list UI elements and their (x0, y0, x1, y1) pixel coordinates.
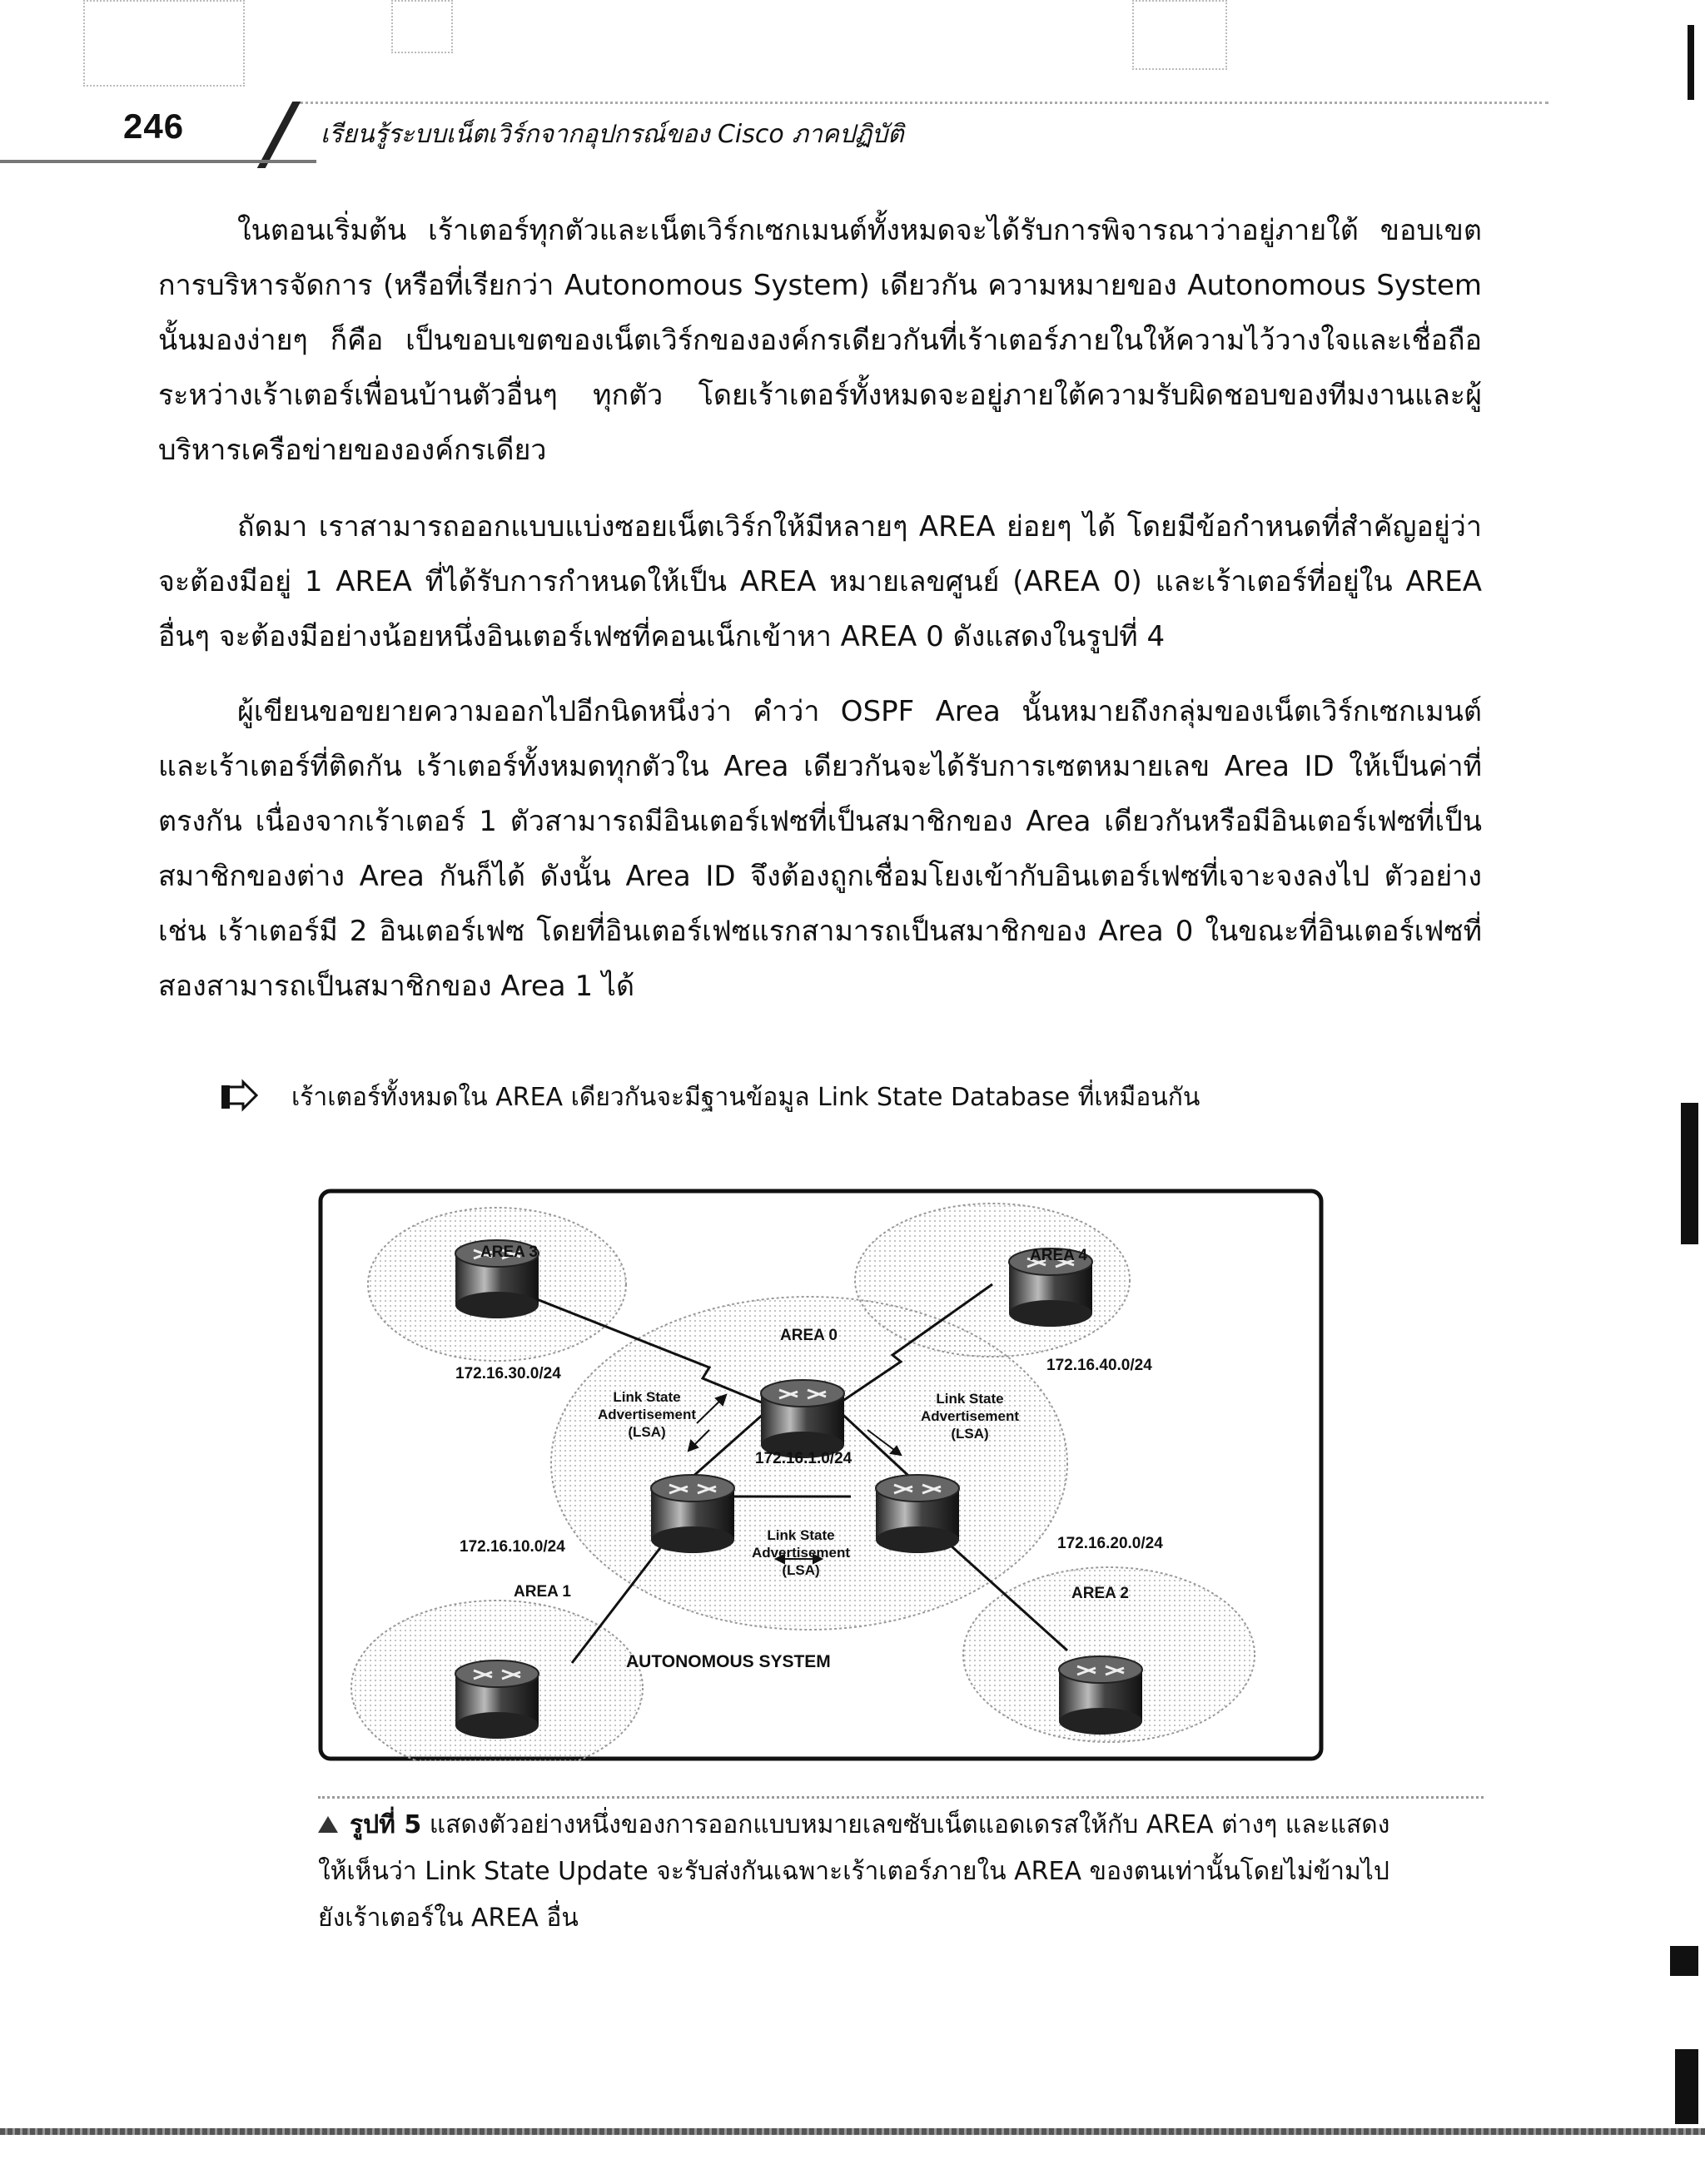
scan-noise (391, 0, 453, 53)
area-0-label: AREA 0 (780, 1327, 838, 1344)
scan-noise (83, 0, 245, 87)
note-text: เร้าเตอร์ทั้งหมดใน AREA เดียวกันจะมีฐานข้อมูล Link State Database ที่เหมือนกัน (291, 1082, 1200, 1112)
paragraph-text: ในตอนเริ่มต้น เร้าเตอร์ทุกตัวและเน็ตเวิร์กเซกเมนต์ทั้งหมดจะได้รับการพิจารณาว่าอยู่ภายใต้ ขอบเขตการบริหารจัดการ (หรือที่เรียกว่า Autonomous System) เดียวกัน ความหมายของ Autonomous System นั้นมองง่ายๆ ก็คือ เป็นขอบเขตของเน็ตเวิร์กขององค์กรเดียวกันที่เร้าเตอร์ภายในให้ความไว้วางใจและเชื่อถือระหว่างเร้าเตอร์เพื่อนบ้านตัวอื่นๆ ทุกตัว โดยเร้าเตอร์ทั้งหมดจะอยู่ภายใต้ความรับผิดชอบของทีมงานและผู้บริหารเครือข่ายขององค์กรเดียว (158, 214, 1482, 467)
lsa-bottom-line1: Link State (767, 1527, 835, 1543)
body-paragraph-3 (158, 684, 1482, 1014)
paragraph-text: ถัดมา เราสามารถออกแบบแบ่งซอยเน็ตเวิร์กให้มีหลายๆ AREA ย่อยๆ ได้ โดยมีข้อกำหนดที่สำคัญอยู่ว่า จะต้องมีอยู่ 1 AREA ที่ได้รับการกำหนดให้เป็น AREA หมายเลขศูนย์ (AREA 0) และเร้าเตอร์ที่อยู่ใน AREA อื่นๆ จะต้องมีอย่างน้อยหนึ่งอินเตอร์เฟซที่คอนเน็กเข้าหา AREA 0 ดังแสดงในรูปที่ 4 (158, 510, 1482, 653)
scan-edge-mark (1681, 1103, 1698, 1244)
body-paragraph-1 (158, 203, 1482, 478)
area-2-label: AREA 2 (1071, 1585, 1129, 1602)
area-1-label: AREA 1 (514, 1583, 571, 1601)
router-area0-left (651, 1475, 734, 1553)
note-callout (218, 1074, 1200, 1120)
scan-edge-mark (1670, 1946, 1698, 1976)
header-slash-mark (257, 102, 301, 168)
lsa-right-line2: Advertisement (920, 1408, 1020, 1424)
figure-caption (318, 1802, 1392, 1942)
area-4-label: AREA 4 (1030, 1247, 1087, 1264)
router-area0-right (876, 1475, 959, 1553)
lsa-right-line1: Link State (936, 1391, 1004, 1407)
scan-noise (1132, 0, 1227, 70)
lsa-right-line3: (LSA) (951, 1426, 989, 1442)
router-area1 (455, 1660, 539, 1739)
network-area0: 172.16.1.0/24 (755, 1450, 852, 1467)
ospf-area-diagram (318, 1189, 1324, 1761)
lsa-left-line3: (LSA) (628, 1424, 666, 1440)
running-header-title: เรียนรู้ระบบเน็ตเวิร์กจากอุปกรณ์ของ Cisco ภาคปฏิบัติ (321, 120, 904, 149)
body-paragraph-2 (158, 499, 1482, 664)
caption-text: แสดงตัวอย่างหนึ่งของการออกแบบหมายเลขซับเน็ตแอดเดรสให้กับ AREA ต่างๆ และแสดงให้เห็นว่า Link State Update จะรับส่งกันเฉพาะเร้าเตอร์ภายใน AREA ของตนเท่านั้นโดยไม่ข้ามไปยังเร้าเตอร์ใน AREA อื่น (318, 1810, 1390, 1933)
lsa-left-line1: Link State (613, 1389, 681, 1405)
caption-dotted-rule (318, 1796, 1484, 1799)
triangle-bullet-icon (318, 1816, 338, 1833)
lsa-left-line2: Advertisement (597, 1407, 697, 1422)
network-area3: 172.16.30.0/24 (455, 1365, 561, 1382)
autonomous-system-label: AUTONOMOUS SYSTEM (626, 1652, 831, 1671)
header-dotted-line (300, 102, 1548, 104)
page-number: 246 (123, 107, 185, 146)
network-area4: 172.16.40.0/24 (1046, 1357, 1152, 1374)
lsa-bottom-line2: Advertisement (751, 1545, 851, 1561)
router-area2 (1059, 1656, 1142, 1735)
scan-edge-mark (1688, 25, 1694, 100)
area-3-label: AREA 3 (480, 1243, 538, 1261)
paragraph-text: ผู้เขียนขอขยายความออกไปอีกนิดหนึ่งว่า คำว่า OSPF Area นั้นหมายถึงกลุ่มของเน็ตเวิร์กเซกเมนต์และเร้าเตอร์ที่ติดกัน เร้าเตอร์ทั้งหมดทุกตัวใน Area เดียวกันจะได้รับการเซตหมายเลข Area ID ให้เป็นค่าที่ตรงกัน เนื่องจากเร้าเตอร์ 1 ตัวสามารถมีอินเตอร์เฟซที่เป็นสมาชิกของ Area เดียวกันหรือมีอินเตอร์เฟซที่เป็นสมาชิกของต่าง Area กันก็ได้ ดังนั้น Area ID จึงต้องถูกเชื่อมโยงเข้ากับอินเตอร์เฟซที่เจาะจงลงไป ตัวอย่างเช่น เร้าเตอร์มี 2 อินเตอร์เฟซ โดยที่อินเตอร์เฟซแรกสามารถเป็นสมาชิกของ Area 0 ในขณะที่อินเตอร์เฟซที่สองสามารถเป็นสมาชิกของ Area 1 ได้ (158, 695, 1482, 1003)
lsa-bottom-line3: (LSA) (782, 1562, 820, 1578)
header-rule (0, 160, 316, 163)
footer-rule (0, 2128, 1705, 2135)
scan-edge-mark (1675, 2049, 1698, 2124)
pointing-hand-icon (218, 1079, 258, 1115)
network-area1: 172.16.10.0/24 (460, 1538, 565, 1556)
caption-label: รูปที่ 5 (350, 1810, 422, 1839)
network-area2: 172.16.20.0/24 (1057, 1535, 1163, 1552)
router-area0-core (761, 1380, 844, 1458)
